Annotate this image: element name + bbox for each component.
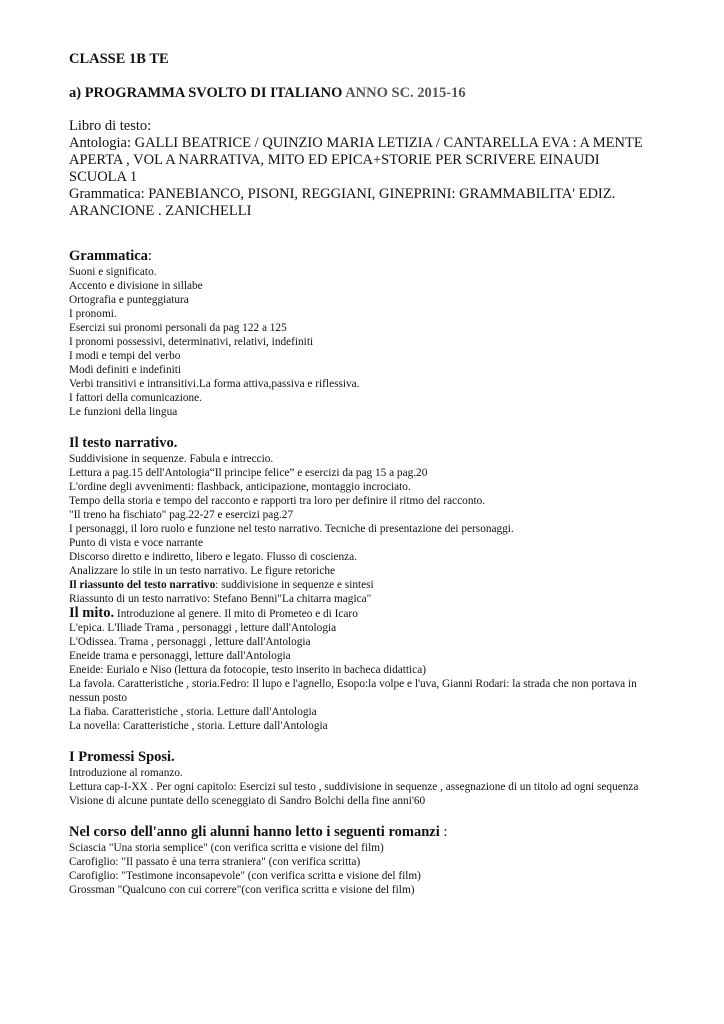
- list-item: Modi definiti e indefiniti: [69, 364, 182, 376]
- section-promessi-sposi: [69, 749, 659, 808]
- list-item: La favola. Caratteristiche , storia.Fedro: Il lupo e l'agnello, Esopo:la volpe e l'uva, Gianni Rodari: la strada che non portava in nessun posto: [69, 678, 637, 704]
- list-item: Visione di alcune puntate dello sceneggiato di Sandro Bolchi della fine anni'60: [69, 795, 426, 807]
- riassunto-line: [69, 578, 659, 592]
- list-item: Accento e divisione in sillabe: [69, 280, 203, 292]
- promessi-title: I Promessi Sposi.: [69, 749, 175, 765]
- list-item: Carofiglio: "Il passato è una terra straniera" (con verifica scritta): [69, 856, 361, 868]
- grammatica-title: Grammatica: [69, 248, 148, 264]
- list-item: Riassunto di un testo narrativo: Stefano Benni"La chitarra magica": [69, 593, 372, 605]
- list-item: Eneide trama e personaggi, letture dall'Antologia: [69, 650, 291, 662]
- list-item: Grossman "Qualcuno con cui correre"(con verifica scritta e visione del film): [69, 884, 415, 896]
- list-item: Tempo della storia e tempo del racconto e rapporti tra loro per definire il ritmo del racconto.: [69, 495, 486, 507]
- mito-intro: Introduzione al genere. Il mito di Prometeo e di Icaro: [114, 608, 358, 620]
- mito-title: Il mito.: [69, 605, 115, 621]
- list-item: I personaggi, il loro ruolo e funzione nel testo narrativo. Tecniche di presentazione dei personaggi.: [69, 523, 514, 535]
- list-item: I modi e tempi del verbo: [69, 350, 181, 362]
- riassunto-bold: Il riassunto del testo narrativo: [69, 579, 216, 591]
- narrativo-title: Il testo narrativo.: [69, 435, 178, 451]
- program-heading: [69, 84, 659, 102]
- textbook-grammatica: Grammatica: PANEBIANCO, PISONI, REGGIANI, GINEPRINI: GRAMMABILITA' EDIZ. ARANCIONE . ZANICHELLI: [69, 186, 616, 219]
- section-mito: [69, 606, 659, 733]
- list-item: Carofiglio: "Testimone inconsapevole" (con verifica scritta e visione del film): [69, 870, 421, 882]
- section-romanzi: [69, 824, 659, 897]
- school-year: ANNO SC. 2015-16: [345, 85, 466, 101]
- list-item: Lettura a pag.15 dell'Antologia“Il principe felice” e esercizi da pag 15 a pag.20: [69, 467, 428, 479]
- list-item: La fiaba. Caratteristiche , storia. Letture dall'Antologia: [69, 706, 317, 718]
- romanzi-title: Nel corso dell'anno gli alunni hanno letto i seguenti romanzi: [69, 824, 440, 840]
- romanzi-heading: [69, 824, 659, 841]
- list-item: Suoni e significato.: [69, 266, 157, 278]
- list-item: "Il treno ha fischiato" pag.22-27 e esercizi pag.27: [69, 509, 294, 521]
- program-title: a) PROGRAMMA SVOLTO DI ITALIANO: [69, 85, 343, 101]
- list-item: I fattori della comunicazione.: [69, 392, 202, 404]
- grammatica-colon: :: [147, 248, 152, 264]
- mito-heading-line: [69, 606, 659, 621]
- list-item: Discorso diretto e indiretto, libero e legato. Flusso di coscienza.: [69, 551, 357, 563]
- section-title: [69, 248, 659, 265]
- list-item: Punto di vista e voce narrante: [69, 537, 203, 549]
- romanzi-colon: :: [439, 824, 448, 840]
- riassunto-rest: : suddivisione in sequenze e sintesi: [215, 579, 374, 591]
- textbooks-label: Libro di testo:: [69, 118, 152, 134]
- document-page: [69, 50, 659, 897]
- list-item: I pronomi.: [69, 308, 117, 320]
- list-item: L'ordine degli avvenimenti: flashback, anticipazione, montaggio incrociato.: [69, 481, 411, 493]
- list-item: Ortografia e punteggiatura: [69, 294, 189, 306]
- section-grammatica: [69, 248, 659, 419]
- list-item: Esercizi sui pronomi personali da pag 122 a 125: [69, 322, 287, 334]
- section-narrativo: [69, 435, 659, 606]
- list-item: Verbi transitivi e intransitivi.La forma attiva,passiva e riflessiva.: [69, 378, 360, 390]
- list-item: Le funzioni della lingua: [69, 406, 178, 418]
- list-item: I pronomi possessivi, determinativi, relativi, indefiniti: [69, 336, 314, 348]
- list-item: La novella: Caratteristiche , storia. Letture dall'Antologia: [69, 720, 328, 732]
- textbooks-block: [69, 118, 659, 220]
- list-item: Analizzare lo stile in un testo narrativo. Le figure retoriche: [69, 565, 335, 577]
- list-item: L'Odissea. Trama , personaggi , letture dall'Antologia: [69, 636, 311, 648]
- list-item: Introduzione al romanzo.: [69, 767, 183, 779]
- textbook-antologia: Antologia: GALLI BEATRICE / QUINZIO MARIA LETIZIA / CANTARELLA EVA : A MENTE APERTA , VOL A NARRATIVA, MITO ED EPICA+STORIE PER SCRIVERE EINAUDI SCUOLA 1: [69, 135, 643, 185]
- list-item: Lettura cap-I-XX . Per ogni capitolo: Esercizi sul testo , suddivisione in sequenze , assegnazione di un titolo ad ogni sequenza: [69, 781, 639, 793]
- list-item: L'epica. L'Iliade Trama , personaggi , letture dall'Antologia: [69, 622, 337, 634]
- list-item: Eneide: Eurialo e Niso (lettura da fotocopie, testo inserito in bacheca didattica): [69, 664, 426, 676]
- list-item: Sciascia "Una storia semplice" (con verifica scritta e visione del film): [69, 842, 384, 854]
- list-item: Suddivisione in sequenze. Fabula e intreccio.: [69, 453, 274, 465]
- class-heading: CLASSE 1B TE: [69, 51, 169, 67]
